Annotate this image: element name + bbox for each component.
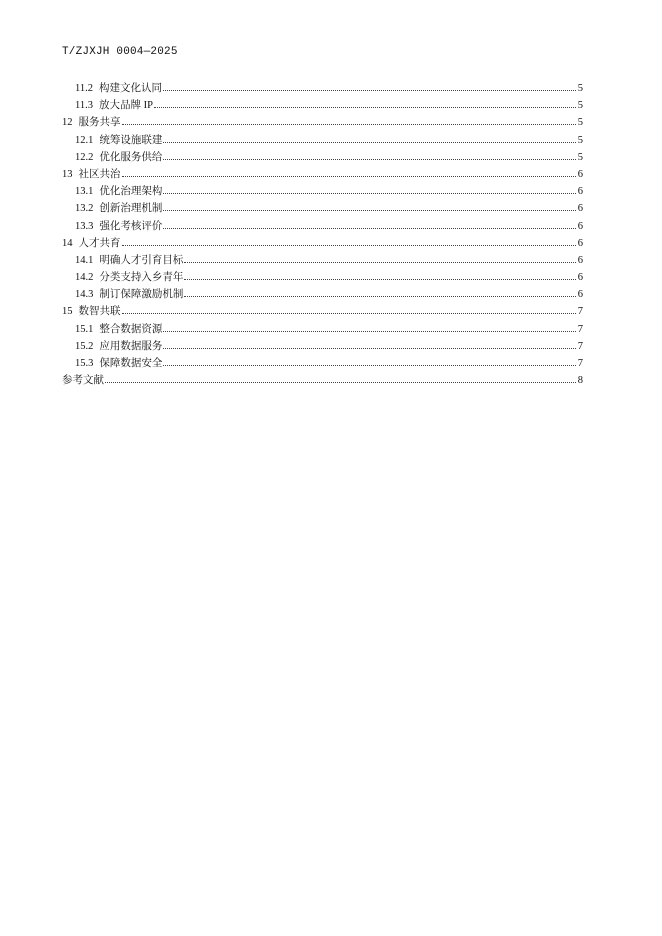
toc-entry-title: 人才共育 — [78, 237, 121, 249]
toc-dot-leader — [122, 123, 577, 125]
toc-entry[interactable] — [62, 218, 583, 235]
toc-dot-leader — [184, 261, 576, 263]
toc-entry-number: 13.2 — [75, 203, 94, 215]
toc-entry[interactable] — [62, 252, 583, 269]
toc-dot-leader — [184, 278, 576, 280]
toc-entry[interactable] — [62, 149, 583, 166]
toc-entry-title: 创新治理机制 — [99, 203, 163, 215]
toc-entry-number: 11.2 — [75, 83, 93, 94]
toc-entry-title: 优化服务供给 — [99, 151, 163, 163]
toc-entry-number: 13.3 — [75, 220, 94, 232]
toc-entry-title: 放大品牌 IP — [99, 100, 153, 112]
toc-entry-title: 整合数据资源 — [99, 323, 163, 335]
toc-entry[interactable] — [62, 80, 583, 97]
toc-entry-number: 14 — [62, 237, 73, 249]
toc-dot-leader — [163, 89, 576, 91]
toc-entry[interactable] — [62, 235, 583, 252]
toc-dot-leader — [163, 364, 576, 366]
toc-entry-title: 服务共享 — [78, 117, 121, 129]
toc-entry-number: 15.3 — [75, 358, 94, 369]
toc-entry-title: 社区共治 — [78, 168, 121, 180]
toc-entry-title: 应用数据服务 — [99, 340, 163, 352]
toc-entry-title: 构建文化认同 — [99, 83, 162, 94]
toc-entry[interactable] — [62, 321, 583, 338]
toc-dot-leader — [163, 192, 576, 194]
toc-entry-title: 优化治理架构 — [99, 186, 163, 198]
toc-entry-page-number: 5 — [577, 151, 583, 163]
toc-entry[interactable] — [62, 269, 583, 286]
toc-entry-page-number: 6 — [577, 168, 583, 180]
toc-entry-title: 制订保障激励机制 — [99, 289, 184, 301]
toc-entry-page-number: 6 — [577, 237, 583, 249]
toc-entry-page-number: 7 — [577, 323, 583, 335]
toc-entry-page-number: 8 — [577, 375, 583, 387]
toc-entry[interactable] — [62, 132, 583, 149]
toc-dot-leader — [122, 244, 577, 246]
toc-entry-number: 12.2 — [75, 151, 94, 163]
toc-entry-page-number: 6 — [577, 289, 583, 301]
toc-dot-leader — [154, 106, 576, 108]
toc-entry-page-number: 5 — [577, 117, 583, 129]
toc-dot-leader — [163, 141, 576, 143]
toc-entry-page-number: 6 — [577, 254, 583, 266]
toc-dot-leader — [163, 227, 576, 229]
toc-entry-title: 数智共联 — [78, 306, 121, 318]
toc-dot-leader — [105, 381, 576, 383]
toc-entry[interactable] — [62, 166, 583, 183]
toc-entry-page-number: 7 — [577, 340, 583, 352]
toc-entry-page-number: 7 — [577, 358, 583, 369]
table-of-contents — [62, 80, 583, 389]
toc-entry-title: 统筹设施联建 — [99, 134, 163, 146]
toc-entry-page-number: 5 — [577, 100, 583, 112]
toc-entry[interactable] — [62, 200, 583, 217]
toc-entry-page-number: 5 — [577, 134, 583, 146]
toc-entry-page-number: 6 — [577, 186, 583, 198]
toc-entry-title: 保障数据安全 — [99, 358, 163, 369]
toc-entry[interactable] — [62, 303, 583, 320]
toc-entry-number: 15.1 — [75, 323, 94, 335]
toc-entry-number: 12.1 — [75, 134, 94, 146]
toc-entry[interactable] — [62, 97, 583, 114]
toc-entry-page-number: 7 — [577, 306, 583, 318]
toc-dot-leader — [163, 330, 576, 332]
toc-entry-number: 13 — [62, 168, 73, 180]
toc-entry-title: 强化考核评价 — [99, 220, 163, 232]
toc-entry-number: 15.2 — [75, 340, 94, 352]
toc-entry-page-number: 6 — [577, 272, 583, 284]
toc-entry-number: 14.1 — [75, 254, 94, 266]
toc-entry-number: 11.3 — [75, 100, 93, 112]
toc-entry-page-number: 5 — [577, 83, 583, 94]
toc-entry-title: 明确人才引育目标 — [99, 254, 184, 266]
toc-entry-number: 15 — [62, 306, 73, 318]
toc-entry-page-number: 6 — [577, 220, 583, 232]
toc-entry-number: 14.3 — [75, 289, 94, 301]
toc-entry-title: 分类支持入乡青年 — [99, 272, 184, 284]
toc-dot-leader — [163, 347, 576, 349]
toc-dot-leader — [122, 175, 577, 177]
document-code-header: T/ZJXJH 0004—2025 — [62, 46, 178, 58]
toc-entry[interactable] — [62, 286, 583, 303]
toc-entry-number: 13.1 — [75, 186, 94, 198]
toc-entry-number: 12 — [62, 117, 73, 129]
toc-dot-leader — [163, 209, 576, 211]
toc-entry-title: 参考文献 — [62, 375, 104, 387]
toc-entry[interactable] — [62, 355, 583, 372]
toc-entry[interactable] — [62, 114, 583, 131]
toc-entry[interactable] — [62, 183, 583, 200]
toc-dot-leader — [122, 312, 577, 314]
toc-entry[interactable] — [62, 338, 583, 355]
toc-dot-leader — [184, 295, 576, 297]
toc-entry[interactable] — [62, 372, 583, 389]
toc-dot-leader — [163, 158, 576, 160]
toc-entry-number: 14.2 — [75, 272, 94, 284]
toc-entry-page-number: 6 — [577, 203, 583, 215]
